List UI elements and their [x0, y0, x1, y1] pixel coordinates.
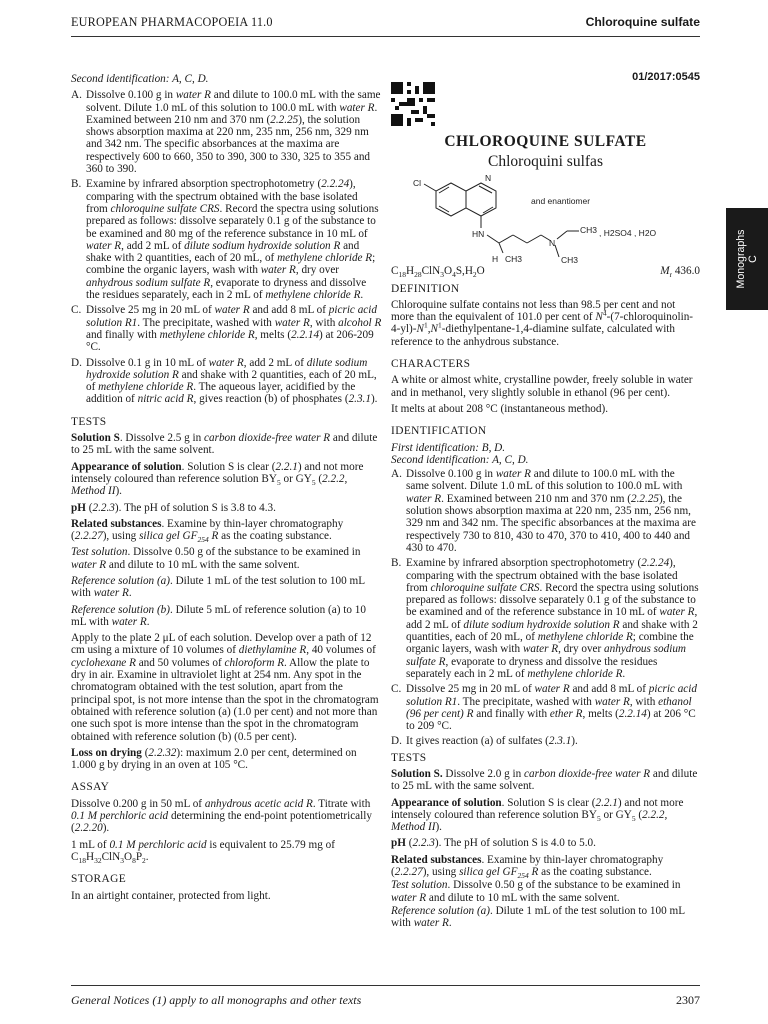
identification-heading: IDENTIFICATION: [391, 425, 487, 438]
storage-text: In an airtight container, protected from light.: [71, 889, 271, 902]
list-item: D. Dissolve 0.1 g in 10 mL of water R, add 2 mL of dilute sodium hydroxide solution R and shake with 2 quantities, each of 20 mL, of methylene chloride R. The aqueous layer, acidified by the addition of nitric acid R, gives reaction (b) of phosphates (2.3.1).: [71, 356, 378, 406]
tests-heading-left: TESTS: [71, 415, 107, 428]
monographs-side-tab: [726, 208, 768, 310]
assay-heading: ASSAY: [71, 781, 110, 794]
header-rule: [71, 36, 700, 37]
footer-notice: General Notices (1) apply to all monographs and other texts: [71, 993, 362, 1007]
running-header-right: Chloroquine sulfate: [585, 15, 700, 29]
solution-s-left: Solution S. Dissolve 2.5 g in carbon dioxide-free water R and dilute to 25 mL with the same solvent.: [71, 432, 378, 457]
list-item: C. Dissolve 25 mg in 20 mL of water R and add 8 mL of picric acid solution R1. The precipitate, washed with water R, with alcohol R and finally with methylene chloride R, melts (2.2.14) at 206-209 °C.: [71, 304, 382, 354]
monograph-latin-title: Chloroquini sulfas: [488, 153, 603, 171]
chemical-structure: [391, 173, 700, 263]
page-number: 2307: [676, 993, 700, 1007]
structure-label-hn: HN: [472, 228, 485, 239]
identification-list-right: [391, 468, 700, 748]
structure-label-ch3a: CH3: [505, 253, 523, 263]
monograph-title: CHLOROQUINE SULFATE: [444, 133, 647, 150]
test-solution-left: Test solution. Dissolve 0.50 g of the substance to be examined in water R and dilute to 10 mL with the same solvent.: [71, 546, 361, 571]
right-column: [391, 133, 700, 934]
list-item: D. It gives reaction (a) of sulfates (2.3.1).: [391, 735, 578, 748]
appearance-left: Appearance of solution. Solution S is clear (2.2.1) and not more intensely coloured than reference solution $BY_5$ or $GY_5$ (2.2.2, Method II).: [71, 460, 364, 498]
characters-heading: CHARACTERS: [391, 358, 471, 371]
ph-right: pH (2.2.3). The pH of solution S is 4.0 to 5.0.: [391, 837, 596, 850]
related-substances-right: Related substances. Examine by thin-layer chromatography (2.2.27), using silica gel $GF_{254}$ R as the coating substance.: [391, 853, 664, 881]
list-item: B. Examine by infrared absorption spectrophotometry (2.2.24), comparing with the spectrum obtained with the base isolated from chloroquine sulfate CRS. Record the spectra using solutions prepared as follows: dissolve separately 0.1 g of the substance to be examined and of the reference substance in 10 mL of water R, add 2 mL of dilute sodium hydroxide solution R and shake with 2 quantities, each of 20 mL, of methylene chloride R; combine the organic layers, wash with water R, dry over anhydrous sodium sulfate R, evaporate to dryness and dissolve the residues separately each in 2 mL of methylene chloride R.: [391, 557, 699, 680]
tests-heading-right: TESTS: [391, 751, 427, 764]
identification-list-left: [71, 89, 382, 405]
assay-text: Dissolve 0.200 g in 50 mL of anhydrous acetic acid R. Titrate with 0.1 M perchloric acid determining the end-point potentiometrically (2.2.20).: [71, 797, 372, 835]
side-tab-label: Monographs C: [735, 229, 759, 289]
storage-heading: STORAGE: [71, 873, 127, 886]
list-item: A. Dissolve 0.100 g in water R and dilute to 100.0 mL with the same solvent. Dilute 1.0 mL of this solution to 100.0 mL with water R. Examined between 210 nm and 370 nm (2.2.25), the solution shows absorption maxima at 220 nm, 235 nm, 256 nm, 329 nm and 342 nm. The specific absorbances at the maxima are respectively 600 to 660, 350 to 390, 300 to 330, 325 to 355 and 360 to 390.: [71, 89, 381, 176]
solution-s-right: Solution S. Dissolve 2.0 g in carbon dioxide-free water R and dilute to 25 mL with the same solvent.: [391, 767, 698, 793]
formula-row: [391, 265, 700, 279]
characters-text-1: A white or almost white, crystalline powder, freely soluble in water and in methanol, very slightly soluble in ethanol (96 per cent).: [391, 374, 693, 399]
molecular-formula: $C_{18}H_{28}ClN_3O_4S,H_2O$: [391, 264, 485, 279]
left-column: [71, 71, 382, 906]
list-item: C. Dissolve 25 mg in 20 mL of water R and add 8 mL of picric acid solution R1. The precipitate, washed with water R, with ethanol (96 per cent) R and finally with ether R, melts (2.2.14) at 206 °C to 209 °C.: [391, 683, 697, 733]
structure-label-ch3b: CH3: [580, 224, 598, 235]
structure-label-enantiomer: and enantiomer: [531, 195, 591, 206]
ph-left: pH (2.2.3). The pH of solution S is 3.8 to 4.3.: [71, 501, 276, 514]
reference-solution-a-left: Reference solution (a). Dilute 1 mL of the test solution to 100 mL with water R.: [71, 574, 365, 600]
second-identification-right: Second identification: A, C, D.: [391, 453, 529, 466]
structure-label-h: H: [492, 253, 499, 263]
first-identification: First identification: B, D.: [391, 441, 506, 454]
structure-label-n1: N: [485, 172, 492, 183]
list-item: A. Dissolve 0.100 g in water R and dilute to 100.0 mL with the same solvent. Dilute 1.0 mL of this solution to 100.0 mL with water R. Examined between 210 nm and 370 nm (2.2.25), the solution shows absorption maxima at 220 nm, 235 nm, 256 nm, 329 nm and 342 nm. The specific absorbances at the maxima are respectively 730 to 810, 430 to 470, 370 to 410, 400 to 440 and 430 to 470.: [391, 468, 696, 554]
running-header-left: EUROPEAN PHARMACOPOEIA 11.0: [71, 15, 273, 29]
monograph-id: 01/2017:0545: [632, 71, 700, 83]
structure-label-salt: , H2SO4 , H2O: [599, 227, 657, 238]
characters-text-2: It melts at about 208 °C (instantaneous method).: [391, 402, 608, 415]
appearance-right: Appearance of solution. Solution S is clear (2.2.1) and not more intensely coloured than reference solution $BY_5$ or $GY_5$ (2.2.2, Method II).: [391, 796, 684, 834]
structure-label-cl: Cl: [413, 177, 422, 188]
related-substances-left: Related substances. Examine by thin-layer chromatography (2.2.27), using silica gel $GF_{254}$ R as the coating substance.: [71, 517, 344, 545]
qr-code: [391, 82, 435, 126]
assay-equivalence: 1 mL of 0.1 M perchloric acid is equivalent to 25.79 mg of $C_{18}H_{32}ClN_3O_8P_2$.: [71, 838, 335, 866]
list-item: B. Examine by infrared absorption spectrophotometry (2.2.24), comparing with the spectrum obtained with the base isolated from chloroquine sulfate CRS. Record the spectra using solutions prepared as follows: dissolve separately 0.1 g of the substance to be examined and 80 mg of the reference substance in 10 mL of water R, add 2 mL of dilute sodium hydroxide solution R and shake with 2 quantities, each of 20 mL, of methylene chloride R; combine the organic layers, wash with water R, dry over anhydrous sodium sulfate R, evaporate to dryness and dissolve the residues separately, each in 2 mL of methylene chloride R.: [71, 178, 379, 302]
structure-label-ch3c: CH3: [561, 254, 579, 263]
definition-heading: DEFINITION: [391, 282, 460, 295]
footer-rule: [71, 985, 700, 986]
test-solution-right: Test solution. Dissolve 0.50 g of the substance to be examined in water R and dilute to 10 mL with the same solvent.: [391, 879, 681, 904]
definition-text: Chloroquine sulfate contains not less than 98.5 per cent and not more than the equivalent of 101.0 per cent of $N^4-(7-chloroquinolin-4-yl)-N^1,N^1-diethylpentane-1,4$-diamine sulfate, calculated with reference to the anhydrous substance.: [391, 298, 694, 348]
apply-procedure: Apply to the plate 2 μL of each solution. Develop over a path of 12 cm using a mixture of 10 volumes of diethylamine R, 40 volumes of cyclohexane R and 50 volumes of chloroform R. Allow the plate to dry in air. Examine in ultraviolet light at 254 nm. Any spot in the chromatogram obtained with the test solution, apart from the principal spot, is not more intense than the spot in the chromatogram obtained with reference solution (a) (1.0 per cent) and not more than one such spot is more intense than the spot in the chromatogram obtained with reference solution (b) (0.5 per cent).: [71, 632, 379, 743]
relative-molecular-mass: $M_r$ 436.0: [660, 264, 700, 279]
loss-on-drying: Loss on drying (2.2.32): maximum 2.0 per cent, determined on 1.000 g by drying in an oven at 105 °C.: [71, 746, 357, 772]
reference-solution-a-right: Reference solution (a). Dilute 1 mL of the test solution to 100 mL with water R.: [391, 904, 685, 930]
reference-solution-b-left: Reference solution (b). Dilute 5 mL of reference solution (a) to 10 mL with water R.: [71, 603, 366, 628]
structure-label-n2: N: [549, 237, 556, 248]
second-identification: Second identification: A, C, D.: [71, 73, 209, 85]
